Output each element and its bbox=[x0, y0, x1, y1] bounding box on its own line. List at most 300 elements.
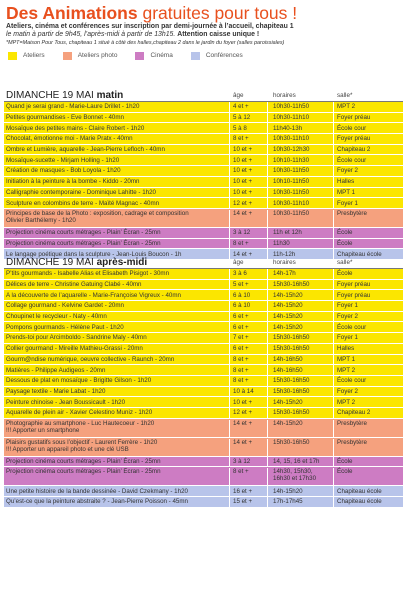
hours-cell bbox=[268, 113, 334, 123]
hours-cell bbox=[268, 312, 334, 322]
room-cell bbox=[334, 376, 403, 386]
hours-value: 11h-12h bbox=[273, 250, 296, 258]
room-value: MPT 2 bbox=[337, 103, 356, 111]
legend-label: Ateliers bbox=[23, 52, 45, 60]
activity-title: Mosaïque-sucette - Mirjam Holling - 1h20 bbox=[6, 156, 120, 164]
hours-value: 11h et 12h bbox=[273, 229, 302, 237]
activity-cell bbox=[4, 355, 230, 365]
activity-title: A la découverte de l’aquarelle - Marie-Françoise Vigreux - 40mn bbox=[6, 291, 181, 299]
room-value: Presbytère bbox=[337, 438, 367, 446]
room-value: École bbox=[337, 457, 353, 465]
room-value: École cour bbox=[337, 323, 367, 331]
room-value: Halles bbox=[337, 345, 355, 353]
legend-swatch bbox=[8, 52, 17, 60]
age-value: 5 à 12 bbox=[233, 114, 251, 122]
age-cell bbox=[230, 365, 268, 375]
age-cell bbox=[230, 301, 268, 311]
room-value: MPT 1 bbox=[337, 355, 356, 363]
hours-cell bbox=[268, 198, 334, 208]
age-cell bbox=[230, 113, 268, 123]
activity-cell bbox=[4, 198, 230, 208]
room-value: Chapiteau école bbox=[337, 250, 382, 258]
title-part-bold: Des Animations bbox=[6, 3, 143, 23]
age-cell bbox=[230, 486, 268, 496]
activity-title: Collage gourmand - Kelvine Gardet - 20mn bbox=[6, 302, 124, 310]
age-cell bbox=[230, 439, 268, 456]
afternoon-day-title bbox=[4, 257, 230, 268]
hours-cell bbox=[268, 188, 334, 198]
age-value: 12 et + bbox=[233, 409, 253, 417]
table-row bbox=[4, 497, 403, 508]
room-cell bbox=[334, 123, 403, 133]
activity-cell bbox=[4, 397, 230, 407]
hours-cell bbox=[268, 355, 334, 365]
table-row bbox=[4, 376, 403, 387]
activity-cell bbox=[4, 457, 230, 467]
room-cell bbox=[334, 290, 403, 300]
hours-cell bbox=[268, 468, 334, 485]
afternoon-schedule bbox=[4, 250, 403, 508]
hours-cell bbox=[268, 280, 334, 290]
room-cell bbox=[334, 420, 403, 437]
hours-value-extra: 16h30 et 17h30 bbox=[273, 475, 317, 483]
room-value: Chapiteau école bbox=[337, 487, 382, 495]
hours-cell bbox=[268, 365, 334, 375]
activity-title: Projection cinéma courts métrages - Plain’ Écran - 25mn bbox=[6, 229, 161, 237]
legend-label: Cinéma bbox=[150, 52, 173, 60]
morning-schedule bbox=[4, 86, 403, 260]
hours-cell bbox=[268, 376, 334, 386]
afternoon-day: DIMANCHE 19 MAI bbox=[6, 257, 97, 268]
room-cell bbox=[334, 155, 403, 165]
age-value: 8 et + bbox=[233, 468, 249, 476]
legend-label: Conférences bbox=[205, 52, 243, 60]
activity-title: Initiation à la peinture à la bombe - Kiddo - 20mn bbox=[6, 178, 140, 186]
hours-cell bbox=[268, 420, 334, 437]
legend-label: Ateliers photo bbox=[77, 52, 118, 60]
hours-value: 11h30 bbox=[273, 239, 290, 247]
activity-cell bbox=[4, 439, 230, 456]
age-value: 16 et + bbox=[233, 487, 253, 495]
hours-cell bbox=[268, 497, 334, 507]
hours-cell bbox=[268, 333, 334, 343]
activity-cell bbox=[4, 497, 230, 507]
room-cell bbox=[334, 166, 403, 176]
table-row bbox=[4, 397, 403, 408]
activity-title: Dessous de plat en mosaïque - Brigitte Gilson - 1h20 bbox=[6, 377, 152, 385]
table-row bbox=[4, 269, 403, 280]
activity-detail: Olivier Barthélemy - 1h20 bbox=[6, 216, 76, 224]
age-value: 4 et + bbox=[233, 103, 249, 111]
age-cell bbox=[230, 333, 268, 343]
activity-title: Paysage textile - Marie Labat - 1h20 bbox=[6, 387, 106, 395]
room-value: MPT 2 bbox=[337, 398, 356, 406]
hours-cell bbox=[268, 397, 334, 407]
table-row bbox=[4, 134, 403, 145]
page-title bbox=[6, 3, 401, 23]
morning-day: DIMANCHE 19 MAI bbox=[6, 90, 97, 101]
room-cell bbox=[334, 301, 403, 311]
room-cell bbox=[334, 387, 403, 397]
legend-item bbox=[135, 52, 172, 60]
age-value: 7 et + bbox=[233, 334, 249, 342]
hours-value: 10h30-11h50 bbox=[273, 209, 310, 217]
cash-warning: Attention caisse unique ! bbox=[177, 31, 260, 39]
room-value: MPT 1 bbox=[337, 188, 356, 196]
legend-item bbox=[63, 52, 118, 60]
table-row bbox=[4, 301, 403, 312]
age-value: 10 à 14 bbox=[233, 387, 254, 395]
activity-cell bbox=[4, 188, 230, 198]
table-row bbox=[4, 290, 403, 301]
table-row bbox=[4, 365, 403, 376]
age-value: 8 et + bbox=[233, 377, 249, 385]
hours-cell bbox=[268, 228, 334, 238]
room-cell bbox=[334, 188, 403, 198]
age-value: 10 et + bbox=[233, 398, 253, 406]
activity-title: Collier gourmand - Mireille Mathieu-Grassi - 20mn bbox=[6, 345, 143, 353]
hours-value: 14h-15h20 bbox=[273, 302, 303, 310]
activity-cell bbox=[4, 228, 230, 238]
age-value: 6 à 10 bbox=[233, 291, 251, 299]
legend-swatch bbox=[135, 52, 144, 60]
room-value: Foyer 1 bbox=[337, 302, 358, 310]
table-row bbox=[4, 239, 403, 250]
hours-value: 14h-15h20 bbox=[273, 313, 303, 321]
hours-value: 15h30-16h50 bbox=[273, 334, 310, 342]
room-value: Foyer 1 bbox=[337, 199, 358, 207]
hours-value: 11h40-13h bbox=[273, 124, 303, 132]
age-cell bbox=[230, 376, 268, 386]
age-value: 14 et + bbox=[233, 209, 253, 217]
hours-cell bbox=[268, 322, 334, 332]
age-cell bbox=[230, 420, 268, 437]
hours-value: 10h30-11h10 bbox=[273, 135, 310, 143]
legend-item bbox=[191, 52, 243, 60]
activity-cell bbox=[4, 387, 230, 397]
activity-cell bbox=[4, 322, 230, 332]
activity-cell bbox=[4, 102, 230, 112]
room-value: Foyer 2 bbox=[337, 313, 358, 321]
age-cell bbox=[230, 210, 268, 227]
activity-title: Projection cinéma courts métrages - Plain’ Écran - 25mn bbox=[6, 239, 161, 247]
table-row bbox=[4, 387, 403, 398]
activity-cell bbox=[4, 269, 230, 279]
age-value: 15 et + bbox=[233, 498, 253, 506]
afternoon-period: après-midi bbox=[96, 257, 148, 268]
room-value: École cour bbox=[337, 377, 367, 385]
hours-value: 15h30-16h50 bbox=[273, 387, 310, 395]
legend bbox=[8, 50, 407, 62]
room-cell bbox=[334, 439, 403, 456]
room-value: Foyer préau bbox=[337, 281, 371, 289]
venue-note: *MPT=Maison Pour Tous, chapiteau 1 situé à côté des halles,chapiteau 2 dans le jardin du foyer (salles paroissiales) bbox=[6, 39, 285, 46]
age-cell bbox=[230, 239, 268, 249]
table-row bbox=[4, 155, 403, 166]
activity-title: Prends-toi pour Arcimboldo - Sandrine Maly - 40mn bbox=[6, 334, 147, 342]
activity-cell bbox=[4, 113, 230, 123]
col-age-header: âge bbox=[233, 259, 244, 266]
activity-title: Sculpture en colombins de terre - Maïté Magnac - 40mn bbox=[6, 199, 160, 207]
table-row bbox=[4, 166, 403, 177]
room-cell bbox=[334, 408, 403, 418]
room-value: École cour bbox=[337, 124, 367, 132]
age-value: 8 et + bbox=[233, 366, 249, 374]
table-row bbox=[4, 322, 403, 333]
activity-title: Quand je serai grand - Marie-Laure Drillet - 1h20 bbox=[6, 103, 140, 111]
room-cell bbox=[334, 134, 403, 144]
activity-cell bbox=[4, 155, 230, 165]
hours-value: 17h-17h45 bbox=[273, 498, 303, 506]
activity-title: Création de masques - Bob Loyola - 1h20 bbox=[6, 167, 121, 175]
hours-value: 10h30-11h50 bbox=[273, 188, 310, 196]
activity-title: Matières - Philippe Audigeos - 20mn bbox=[6, 366, 106, 374]
age-value: 8 et + bbox=[233, 355, 249, 363]
activity-title: P’tits gourmands - Isabelle Alias et Elisabeth Pisigot - 30mn bbox=[6, 270, 170, 278]
age-value: 6 et + bbox=[233, 345, 249, 353]
room-value: Foyer 1 bbox=[337, 334, 358, 342]
age-value: 6 à 10 bbox=[233, 302, 251, 310]
room-value: École bbox=[337, 239, 353, 247]
hours-value: 15h30-16h50 bbox=[273, 281, 310, 289]
age-cell bbox=[230, 155, 268, 165]
age-cell bbox=[230, 145, 268, 155]
activity-cell bbox=[4, 177, 230, 187]
schedule-times: le matin à partir de 9h45, l’après-midi à partir de 13h15. bbox=[6, 31, 178, 39]
activity-cell bbox=[4, 486, 230, 496]
age-value: 14 et + bbox=[233, 419, 253, 427]
hours-value: 15h30-16h50 bbox=[273, 409, 310, 417]
age-cell bbox=[230, 312, 268, 322]
activity-title: Une petite histoire de la bande dessinée - David Czekmany - 1h20 bbox=[6, 487, 188, 495]
room-value: Foyer préau bbox=[337, 114, 371, 122]
room-cell bbox=[334, 269, 403, 279]
hours-value: 10h30-11h50 bbox=[273, 103, 310, 111]
table-row bbox=[4, 228, 403, 239]
room-cell bbox=[334, 210, 403, 227]
col-age-header: âge bbox=[233, 92, 244, 99]
activity-title: Peinture chinoise - Jean Boussicault - 1h20 bbox=[6, 398, 126, 406]
hours-value: 10h30-11h10 bbox=[273, 199, 310, 207]
activity-title: Principes de base de la Photo : exposition, cadrage et composition bbox=[6, 209, 189, 217]
activity-title: Projection cinéma courts métrages - Plain’ Écran - 25mn bbox=[6, 468, 161, 476]
age-value: 3 à 12 bbox=[233, 229, 251, 237]
age-cell bbox=[230, 123, 268, 133]
activity-cell bbox=[4, 280, 230, 290]
activity-cell bbox=[4, 123, 230, 133]
room-value: Presbytère bbox=[337, 419, 367, 427]
age-cell bbox=[230, 290, 268, 300]
hours-cell bbox=[268, 457, 334, 467]
col-hours-header: horaires bbox=[273, 92, 296, 99]
hours-value: 14h-15h20 bbox=[273, 323, 303, 331]
age-cell bbox=[230, 102, 268, 112]
room-cell bbox=[334, 280, 403, 290]
room-value: École bbox=[337, 229, 353, 237]
activity-title: Calligraphie contemporaine - Dominique Lahitte - 1h20 bbox=[6, 188, 156, 196]
hours-cell bbox=[268, 145, 334, 155]
hours-cell bbox=[268, 123, 334, 133]
header bbox=[0, 0, 407, 47]
room-value: Chapiteau 2 bbox=[337, 146, 371, 154]
age-cell bbox=[230, 134, 268, 144]
table-row bbox=[4, 438, 403, 457]
table-row bbox=[4, 312, 403, 323]
activity-cell bbox=[4, 420, 230, 437]
age-value: 3 à 12 bbox=[233, 457, 251, 465]
activity-title: Chocolat, émotionne moi - Marie Pratx - 40mn bbox=[6, 135, 133, 143]
hours-cell bbox=[268, 177, 334, 187]
age-value: 10 et + bbox=[233, 178, 253, 186]
table-row bbox=[4, 145, 403, 156]
table-row bbox=[4, 280, 403, 291]
table-row bbox=[4, 333, 403, 344]
hours-cell bbox=[268, 408, 334, 418]
table-row bbox=[4, 209, 403, 228]
activity-cell bbox=[4, 312, 230, 322]
age-cell bbox=[230, 280, 268, 290]
room-value: MPT 2 bbox=[337, 366, 356, 374]
age-value: 10 et + bbox=[233, 156, 253, 164]
hours-value: 14h-15h20 bbox=[273, 291, 303, 299]
legend-item bbox=[8, 52, 45, 60]
activity-cell bbox=[4, 166, 230, 176]
room-value: Foyer 2 bbox=[337, 387, 358, 395]
room-cell bbox=[334, 102, 403, 112]
room-cell bbox=[334, 365, 403, 375]
activity-cell bbox=[4, 134, 230, 144]
hours-value: 15h30-16h50 bbox=[273, 438, 310, 446]
room-cell bbox=[334, 486, 403, 496]
intro-line: Ateliers, cinéma et conférences sur inscription par demi-journée à l’accueil, chapiteau 1 bbox=[6, 23, 294, 30]
age-value: 6 et + bbox=[233, 313, 249, 321]
age-cell bbox=[230, 322, 268, 332]
activity-title: Pompons gourmands - Hélène Paut - 1h20 bbox=[6, 323, 124, 331]
table-row bbox=[4, 467, 403, 486]
activity-cell bbox=[4, 239, 230, 249]
col-hours-header: horaires bbox=[273, 259, 296, 266]
activity-title: Projection cinéma courts métrages - Plain’ Écran - 25mn bbox=[6, 457, 161, 465]
table-row bbox=[4, 198, 403, 209]
room-value: Foyer préau bbox=[337, 135, 371, 143]
hours-cell bbox=[268, 239, 334, 249]
room-value: Chapiteau école bbox=[337, 498, 382, 506]
hours-value: 14h-16h50 bbox=[273, 355, 303, 363]
room-cell bbox=[334, 145, 403, 155]
room-value: Chapiteau 2 bbox=[337, 409, 371, 417]
afternoon-rows bbox=[4, 269, 403, 508]
room-cell bbox=[334, 397, 403, 407]
col-room-header: salle* bbox=[337, 259, 353, 266]
legend-swatch bbox=[63, 52, 72, 60]
room-value: Presbytère bbox=[337, 209, 367, 217]
age-value: 10 et + bbox=[233, 146, 253, 154]
morning-header-row bbox=[4, 86, 403, 102]
activity-title: Le langage poétique dans la sculpture - Jean-Louis Boucon - 1h bbox=[6, 250, 182, 258]
age-value: 5 et + bbox=[233, 281, 249, 289]
hours-value: 14h-17h bbox=[273, 270, 296, 278]
activity-cell bbox=[4, 408, 230, 418]
hours-value: 10h10-11h50 bbox=[273, 178, 310, 186]
room-value: Halles bbox=[337, 178, 355, 186]
activity-detail: !!! Apporter un appareil photo et une clé USB bbox=[6, 445, 129, 453]
table-row bbox=[4, 355, 403, 366]
table-row bbox=[4, 419, 403, 438]
age-value: 12 et + bbox=[233, 199, 253, 207]
hours-cell bbox=[268, 344, 334, 354]
schedule-line bbox=[6, 31, 401, 39]
hours-value: 15h30-16h50 bbox=[273, 377, 310, 385]
activity-title: Petites gourmandises - Eve Bonnet - 40mn bbox=[6, 114, 124, 122]
hours-value: 14h-15h20 bbox=[273, 487, 303, 495]
room-cell bbox=[334, 344, 403, 354]
activity-cell bbox=[4, 301, 230, 311]
activity-title: Mosaïque des petites mains - Claire Robert - 1h20 bbox=[6, 124, 145, 132]
activity-cell bbox=[4, 290, 230, 300]
age-cell bbox=[230, 387, 268, 397]
hours-cell bbox=[268, 210, 334, 227]
age-cell bbox=[230, 468, 268, 485]
room-cell bbox=[334, 198, 403, 208]
room-cell bbox=[334, 228, 403, 238]
age-value: 8 et + bbox=[233, 239, 249, 247]
table-row bbox=[4, 102, 403, 113]
hours-cell bbox=[268, 301, 334, 311]
room-cell bbox=[334, 322, 403, 332]
activity-title: Plaisirs gustatifs sous l’objectif - Laurent Ferrère - 1h20 bbox=[6, 438, 158, 446]
activity-cell bbox=[4, 365, 230, 375]
room-value: Foyer préau bbox=[337, 291, 371, 299]
table-row bbox=[4, 457, 403, 468]
age-cell bbox=[230, 408, 268, 418]
hours-cell bbox=[268, 269, 334, 279]
hours-cell bbox=[268, 155, 334, 165]
activity-title: Choupinet le recycleur - Naty - 40mn bbox=[6, 313, 107, 321]
age-cell bbox=[230, 497, 268, 507]
age-cell bbox=[230, 188, 268, 198]
age-cell bbox=[230, 397, 268, 407]
age-cell bbox=[230, 198, 268, 208]
age-value: 5 à 8 bbox=[233, 124, 247, 132]
age-value: 8 et + bbox=[233, 135, 249, 143]
table-row bbox=[4, 177, 403, 188]
activity-cell bbox=[4, 468, 230, 485]
activity-title: Gourm@ndise numérique, oeuvre collective - Raunch - 20mn bbox=[6, 355, 175, 363]
hours-value: 14h30, 15h30, bbox=[273, 468, 313, 476]
room-cell bbox=[334, 355, 403, 365]
table-row bbox=[4, 486, 403, 497]
activity-title: Aquarelle de plein air - Xavier Celestino Muniz - 1h20 bbox=[6, 409, 153, 417]
activity-cell bbox=[4, 145, 230, 155]
hours-cell bbox=[268, 134, 334, 144]
room-cell bbox=[334, 457, 403, 467]
table-row bbox=[4, 123, 403, 134]
hours-cell bbox=[268, 486, 334, 496]
age-cell bbox=[230, 457, 268, 467]
room-cell bbox=[334, 312, 403, 322]
hours-value: 14h-15h20 bbox=[273, 419, 303, 427]
activity-title: Ombre et Lumière, aquarelle - Jean-Pierre Lefloch - 40mn bbox=[6, 146, 165, 154]
activity-cell bbox=[4, 333, 230, 343]
room-value: École bbox=[337, 270, 353, 278]
age-value: 3 à 6 bbox=[233, 270, 247, 278]
col-room-header: salle* bbox=[337, 92, 353, 99]
morning-rows bbox=[4, 102, 403, 260]
table-row bbox=[4, 408, 403, 419]
activity-cell bbox=[4, 344, 230, 354]
age-cell bbox=[230, 228, 268, 238]
hours-value: 15h30-16h50 bbox=[273, 345, 310, 353]
